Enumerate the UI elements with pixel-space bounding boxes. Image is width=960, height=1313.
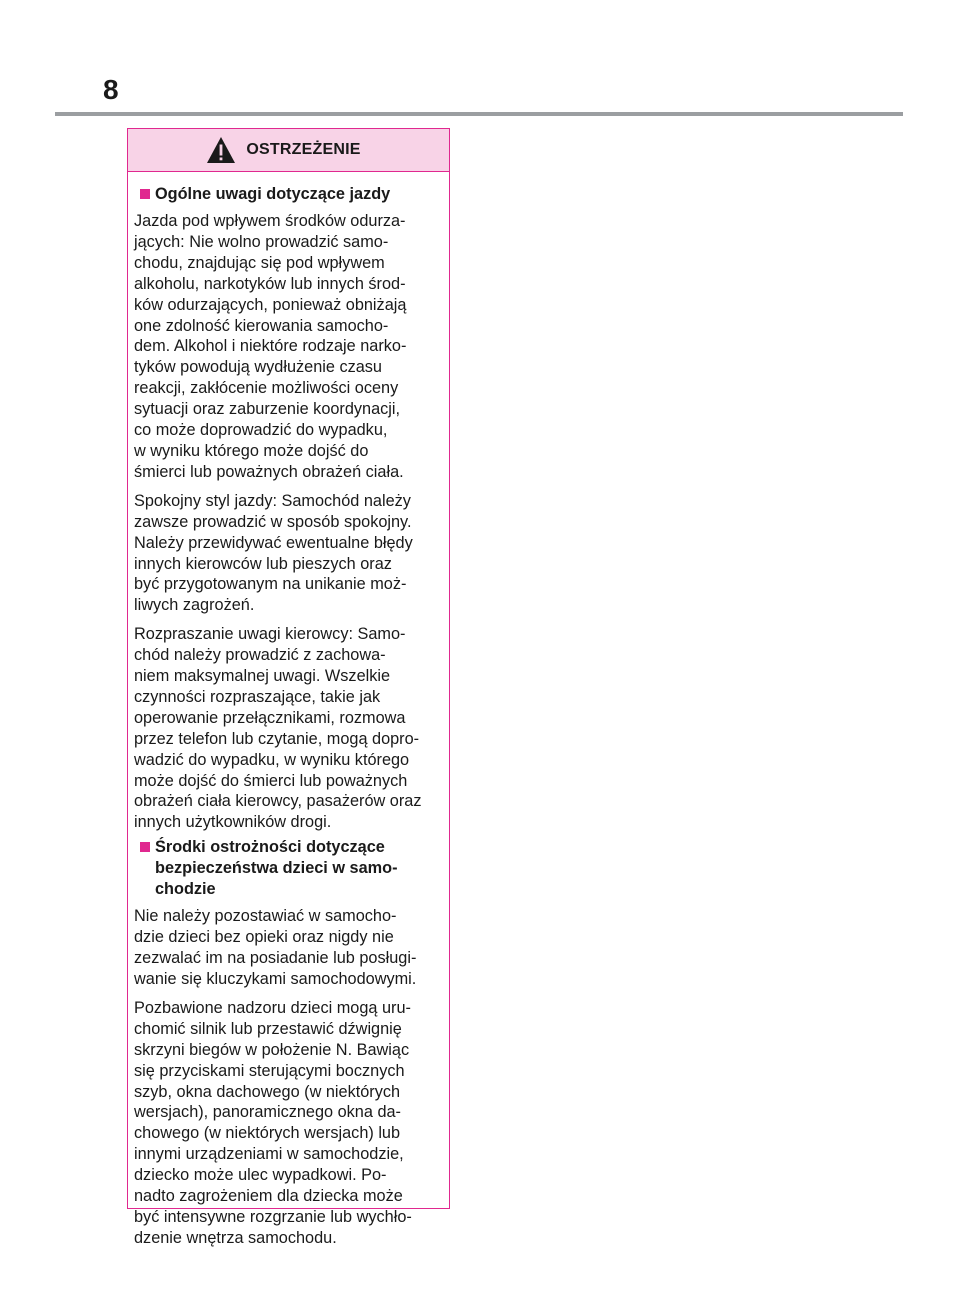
paragraph: Pozbawione nadzoru dzieci mogą uru- chomić silnik lub przestawić dźwignię skrzyni biegów w położenie N. Bawiąc się przyciskami sterującymi bocznych szyb, okna dachowego (w niektórych wersjach), panoramicznego okna da- chowego (w niektórych wersjach) lub innymi urządzeniami w samochodzie, dziecko może ulec wypadkowi. Po- nadto zagrożeniem dla dziecka może być intensywne rozgrzanie lub wychło- dzenie wnętrza samochodu. [134, 998, 412, 1247]
section-heading-text: Środki ostrożności dotyczące bezpieczeństwa dzieci w samo- chodzie [155, 838, 398, 899]
warning-triangle-icon [206, 136, 236, 164]
square-bullet-icon [140, 842, 150, 852]
warning-box [127, 128, 450, 1247]
section-heading-children [134, 837, 445, 900]
warning-title: OSTRZEŻENIE [246, 141, 361, 158]
paragraph: Spokojny styl jazdy: Samochód należy zawsze prowadzić w sposób spokojny. Należy przewidywać ewentualne błędy innych kierowców lub pieszych oraz być przygotowanym na unikanie moż- liwych zagrożeń. [134, 491, 413, 615]
paragraph: Jazda pod wpływem środków odurza- jących: Nie wolno prowadzić samo- chodu, znajdując się pod wpływem alkoholu, narkotyków lub innych środ- ków odurzających, ponieważ obniżają one zdolność kierowania samocho- dem. Alkohol i niektóre rodzaje narko- tyków powodują wydłużenie czasu reakcji, zakłócenie możliwości oceny sytuacji oraz zaburzenie koordynacji, co może doprowadzić do wypadku, w wyniku którego może dojść do śmierci lub poważnych obrażeń ciała. [134, 212, 407, 481]
section-heading-text: Ogólne uwagi dotyczące jazdy [155, 185, 391, 203]
square-bullet-icon [140, 189, 150, 199]
paragraph: Nie należy pozostawiać w samocho- dzie dzieci bez opieki oraz nigdy nie zezwalać im na posiadanie lub posługi- wanie się kluczykami samochodowymi. [134, 907, 417, 988]
header-rule [55, 112, 903, 116]
warning-header [128, 129, 449, 172]
section-heading-general [134, 184, 445, 205]
page-number: 8 [103, 74, 119, 105]
warning-body [128, 172, 449, 1249]
paragraph: Rozpraszanie uwagi kierowcy: Samo- chód należy prowadzić z zachowa- niem maksymalnej uwagi. Wszelkie czynności rozpraszające, takie jak operowanie przełącznikami, rozmowa przez telefon lub czytanie, mogą dopro- wadzić do wypadku, w wyniku którego może dojść do śmierci lub poważnych obrażeń ciała kierowcy, pasażerów oraz innych użytkowników drogi. [134, 625, 422, 832]
